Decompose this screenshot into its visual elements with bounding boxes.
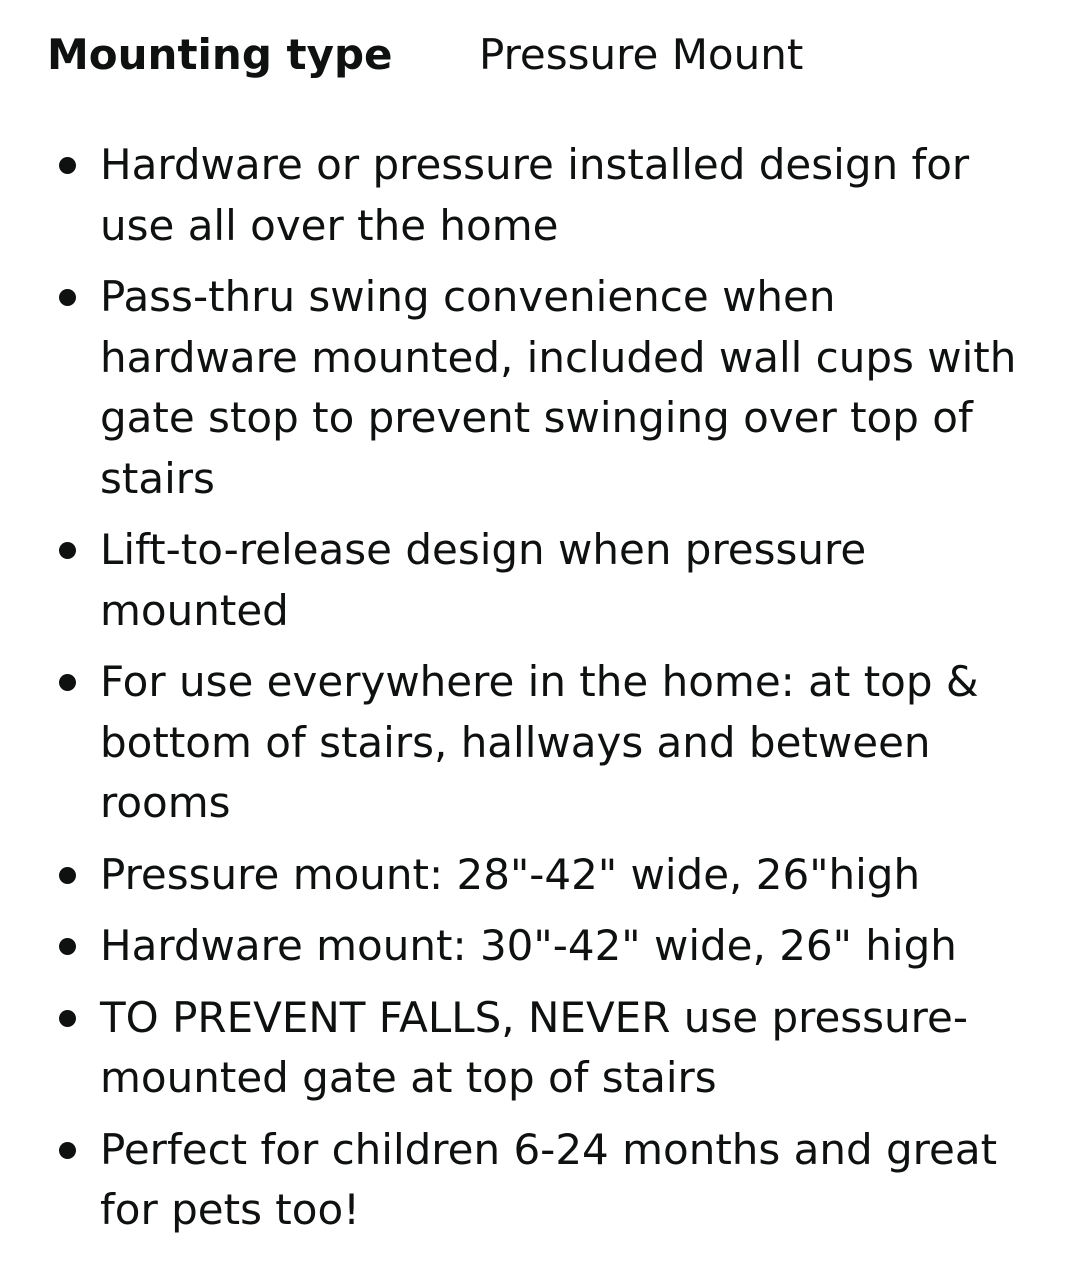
list-item — [0, 1120, 1080, 1241]
list-item — [0, 267, 1080, 509]
list-item — [0, 520, 1080, 641]
feature-bullet-list — [0, 135, 1080, 1252]
bullet-text: Hardware or pressure installed design for use all over the home — [100, 140, 970, 250]
bullet-dot-icon — [59, 1142, 76, 1159]
bullet-dot-icon — [59, 542, 76, 559]
bullet-text: Perfect for children 6-24 months and great for pets too! — [100, 1124, 998, 1234]
bullet-dot-icon — [59, 938, 76, 955]
bullet-text: Pressure mount: 28"-42" wide, 26"high — [100, 849, 921, 899]
list-item — [0, 135, 1080, 256]
spec-value: Pressure Mount — [479, 30, 804, 79]
bullet-text: Hardware mount: 30"-42" wide, 26" high — [100, 921, 957, 970]
bullet-text: TO PREVENT FALLS, NEVER use pressure-mounted gate at top of stairs — [100, 992, 969, 1102]
list-item — [0, 916, 1080, 977]
bullet-text: Lift-to-release design when pressure mounted — [100, 525, 867, 635]
bullet-dot-icon — [59, 1010, 76, 1027]
bullet-dot-icon — [59, 289, 76, 306]
spec-row-mounting-type — [0, 30, 1080, 90]
spec-label: Mounting type — [47, 30, 393, 79]
list-item — [0, 845, 1080, 906]
bullet-dot-icon — [59, 867, 76, 884]
bullet-dot-icon — [59, 674, 76, 691]
bullet-dot-icon — [59, 157, 76, 174]
list-item — [0, 652, 1080, 834]
bullet-text: Pass-thru swing convenience when hardware mounted, included wall cups with gate stop to prevent swinging over top of stairs — [100, 272, 1017, 503]
bullet-text: For use everywhere in the home: at top & bottom of stairs, hallways and between rooms — [100, 657, 979, 827]
list-item — [0, 988, 1080, 1109]
